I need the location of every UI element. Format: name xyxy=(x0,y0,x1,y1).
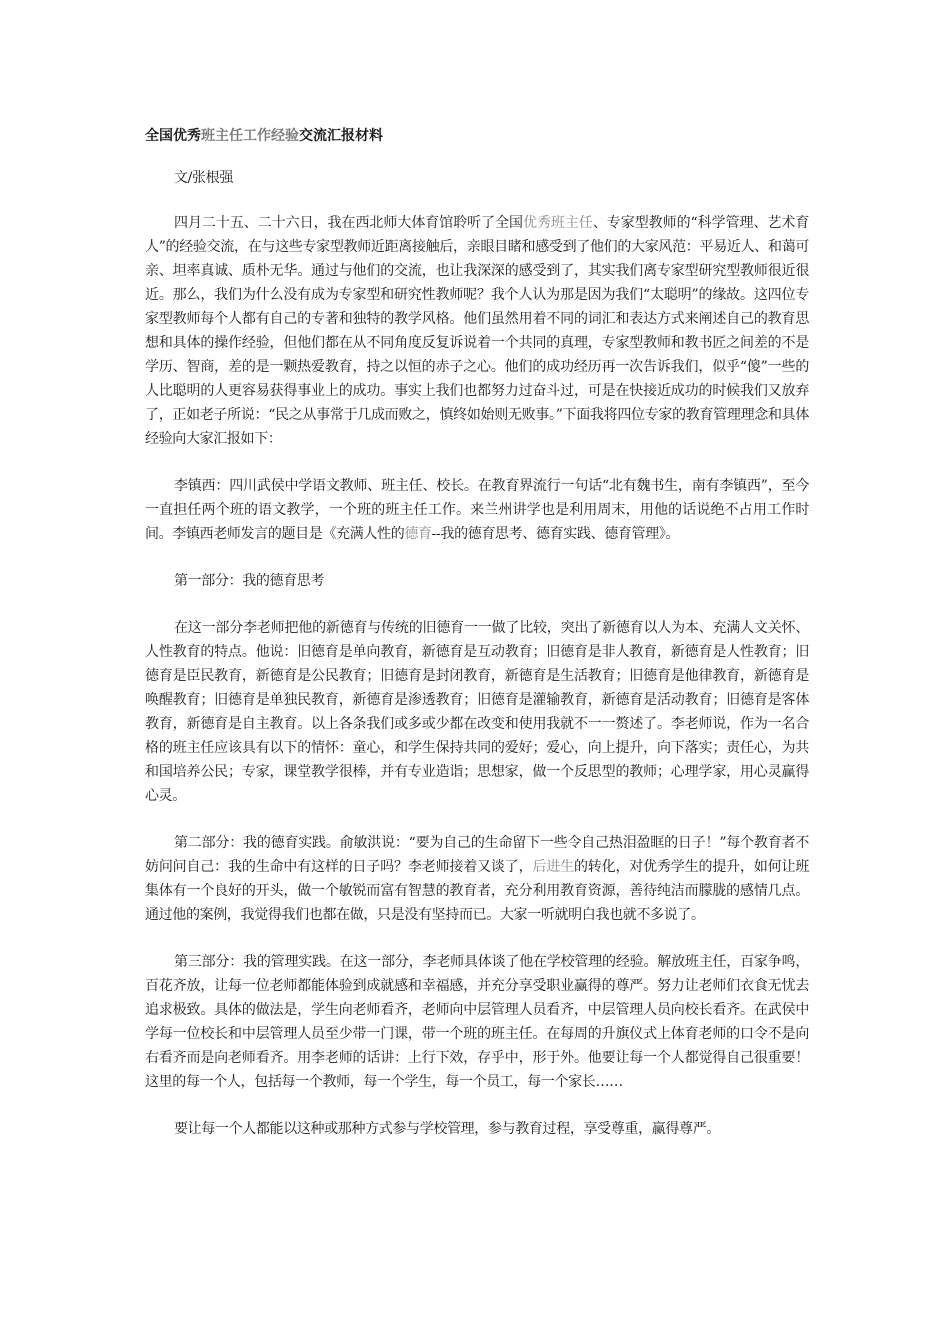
intro-text-a: 四月二十五、二十六日，我在西北师大体育馆聆听了全国 xyxy=(174,215,523,231)
section-1-heading: 第一部分：我的德育思考 xyxy=(174,573,325,589)
document-title xyxy=(145,124,809,148)
section-1-paragraph: 在这一部分李老师把他的新德育与传统的旧德育一一做了比较，突出了新德育以人为本、充满人文关怀、人性教育的特点。他说：旧德育是单向教育，新德育是互动教育；旧德育是非人教育，新德育是人性教育；旧德育是臣民教育，新德育是公民教育；旧德育是封闭教育，新德育是生活教育；旧德育是他律教育，新德育是唤醒教育；旧德育是单独民教育，新德育是渗透教育；旧德育是灌输教育，新德育是活动教育；旧德育是客体教育，新德育是自主教育。以上各条我们或多或少都在改变和使用我就不一一赘述了。李老师说，作为一名合格的班主任应该具有以下的情怀：童心，和学生保持共同的爱好；爱心，向上提升，向下落实；责任心，为共和国培养公民；专家，课堂教学很棒，并有专业造诣；思想家，做一个反思型的教师；心理学家，用心灵赢得心灵。 xyxy=(145,620,809,804)
underachiever-link[interactable]: 后进生 xyxy=(532,859,574,875)
section-3-paragraph: 第三部分：我的管理实践。在这一部分，李老师具体谈了他在学校管理的经验。解放班主任，百家争鸣，百花齐放，让每一位老师都能体验到成就感和幸福感，并充分享受职业赢得的尊严。努力让老师们衣食无忧去追求极致。具体的做法是，学生向老师看齐，老师向中层管理人员看齐，中层管理人员向校长看齐。在武侯中学每一位校长和中层管理人员至少带一门课，带一个班的班主任。在每周的升旗仪式上体育老师的口令不是向右看齐而是向老师看齐。用李老师的话讲：上行下效，存乎中，形于外。他要让每一个人都觉得自己很重要！这里的每一个人，包括每一个教师，每一个学生，每一个员工，每一个家长…… xyxy=(145,954,809,1090)
intro-paragraph xyxy=(145,211,809,451)
moral-education-link[interactable]: 德育 xyxy=(404,526,432,542)
section-2-text-a: 第二部分：我的德育实践。俞敏洪说：“要为自己的生命留下一些令自己热泪盈眶的日子！”每个教育者不妨问问自己：我的生命中有这样的日子吗？李老师接着又谈了， xyxy=(145,835,809,875)
title-link-text[interactable]: 班主任工作经验 xyxy=(201,128,299,144)
li-zhenxi-paragraph xyxy=(145,474,809,546)
title-part-1: 全国优秀 xyxy=(145,128,201,144)
li-text-b: --我的德育思考、德育实践、德育管理》。 xyxy=(431,526,680,542)
title-part-3: 交流汇报材料 xyxy=(299,128,383,144)
section-2-paragraph xyxy=(145,831,809,927)
section-2-text-b: 的转化，对优秀学生的提升，如何让班集体有一个良好的开头，做一个敏锐而富有智慧的教育者，充分利用教育资源，善待纯洁而朦胧的感情几点。通过他的案例，我觉得我们也都在做，只是没有坚持而已。大家一听就明白我也就不多说了。 xyxy=(145,859,809,923)
closing-paragraph: 要让每一个人都能以这种或那种方式参与学校管理，参与教育过程，享受尊重，赢得尊严。 xyxy=(174,1121,720,1137)
intro-text-b: 、专家型教师的“科学管理、艺术育人”的经验交流，在与这些专家型教师近距离接触后，亲眼目睹和感受到了他们的大家风范：平易近人、和蔼可亲、坦率真诚、质朴无华。通过与他们的交流，也让我深深的感受到了，其实我们离专家型研究型教师很近很近。那么，我们为什么没有成为专家型和研究性教师呢？我个人认为那是因为我们“太聪明”的缘故。这四位专家型教师每个人都有自己的专著和独特的教学风格。他们虽然用着不同的词汇和表达方式来阐述自己的教育思想和具体的操作经验，但他们都在从不同角度反复诉说着一个共同的真理，专家型教师和教书匠之间差的不是学历、智商，差的是一颗热爱教育，持之以恒的赤子之心。他们的成功经历再一次告诉我们，似乎“傻”一些的人比聪明的人更容易获得事业上的成功。事实上我们也都努力过奋斗过，可是在快接近成功的时候我们又放弃了，正如老子所说：“民之从事常于几成而败之，慎终如始则无败事。”下面我将四位专家的教育管理理念和具体经验向大家汇报如下： xyxy=(145,215,810,447)
excellent-teacher-link[interactable]: 优秀班主任 xyxy=(523,215,593,231)
document-page xyxy=(145,124,809,1141)
author-byline: 文/张根强 xyxy=(174,170,233,186)
li-text-a: 李镇西：四川武侯中学语文教师、班主任、校长。在教育界流行一句话“北有魏书生，南有李镇西”，至今一直担任两个班的语文教学，一个班的班主任工作。来兰州讲学也是利用周末，用他的话说绝不占用工作时间。李镇西老师发言的题目是《充满人性的 xyxy=(145,478,809,542)
